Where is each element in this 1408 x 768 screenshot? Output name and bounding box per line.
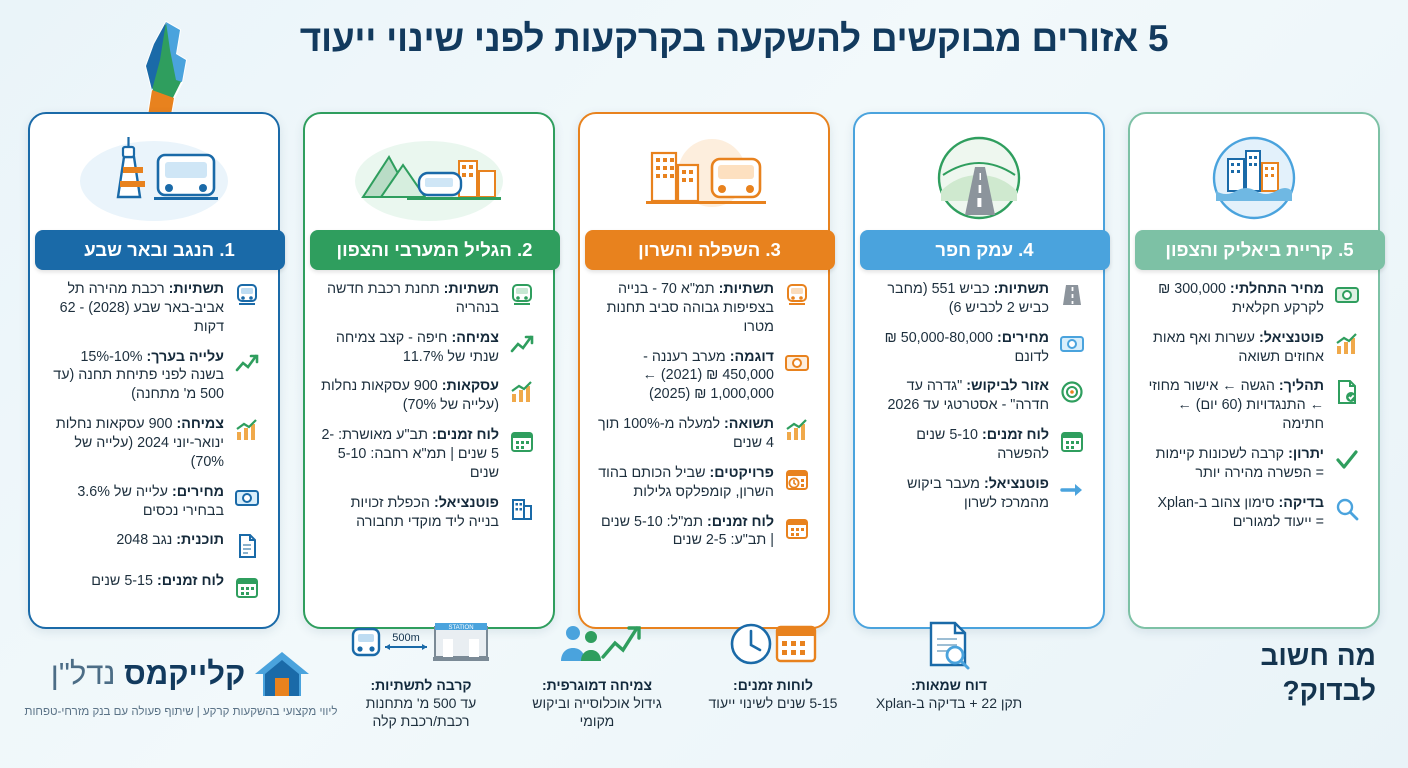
clock-calendar-icon xyxy=(782,464,812,494)
house-logo-icon xyxy=(253,648,311,700)
train-station-distance-icon xyxy=(346,616,496,672)
calendar-icon xyxy=(507,426,537,456)
card-row-text: לוח זמנים: 5-15 שנים xyxy=(91,573,224,590)
card-row-text: אזור לביקוש: "גדרה עד חדרה" - אסטרטגי עד 2026 xyxy=(887,378,1049,414)
card-row-text: תשתיות: תמ"א 70 - בנייה בצפיפות גבוהה סביב תחנות מטרו xyxy=(606,281,774,335)
card-row xyxy=(871,329,1087,367)
footer-item-text: צמיחה דמוגרפית: גידול אוכלוסייה וביקוש מקומי xyxy=(532,677,662,730)
card-row xyxy=(1146,377,1362,434)
card-row-text: מחיר התחלתי: 300,000 ₪ לקרקע חקלאית xyxy=(1158,281,1324,316)
money-icon xyxy=(232,483,262,513)
card-row-text: פוטנציאל: עשרות ואף מאות אחוזים תשואה xyxy=(1153,329,1324,365)
footer xyxy=(0,602,1408,762)
card-row-text: עסקאות: 900 עסקאות נחלות (עלייה של 70%) xyxy=(321,378,499,414)
card-row-text: לוח זמנים: 5-10 שנים להפשרה xyxy=(916,427,1049,463)
card-row-text: תשתיות: תחנת רכבת חדשה בנהריה xyxy=(326,281,499,316)
region-card-4[interactable] xyxy=(853,112,1105,629)
calendar-icon xyxy=(1057,426,1087,456)
card-row-text: פרויקטים: שביל הכותם בהוד השרון, קומפלקס גלילות xyxy=(598,464,774,500)
city-and-train-icon xyxy=(614,132,794,224)
brand-name-bold: קלייקמס xyxy=(124,656,246,691)
card-row-text: מחירים: 50,000-80,000 ₪ לדונם xyxy=(884,329,1049,365)
money-icon xyxy=(782,348,812,378)
region-card-5[interactable] xyxy=(1128,112,1380,629)
brand-name-light: נדל"ן xyxy=(50,656,116,691)
growth-chart-icon xyxy=(232,415,262,445)
footer-item-text: קרבה לתשתיות: עד 500 מ' מתחנות רכבת/רכבת קלה xyxy=(365,677,477,730)
footer-item-appraisal xyxy=(874,616,1024,731)
card-title-3: 3. השפלה והשרון xyxy=(585,230,835,270)
document-icon xyxy=(1332,377,1362,407)
lighthouse-and-train-icon xyxy=(64,132,244,224)
brand-block xyxy=(16,610,346,718)
card-row-text: צמיחה: חיפה - קצב צמיחה שנתי של 11.7% xyxy=(335,329,499,365)
card-row-text: עלייה בערך: 10%-15% בשנה לפני פתיחת תחנה (עד 500 מ' מתחנה) xyxy=(53,348,224,403)
card-row-text: לוח זמנים: תב"ע מאושרת: 2-5 שנים | תמ"א רחבה: 5-10 שנים xyxy=(321,427,499,481)
train-icon xyxy=(782,280,812,310)
growth-arrow-icon xyxy=(232,348,262,378)
card-row xyxy=(1146,280,1362,318)
card-title-4: 4. עמק חפר xyxy=(860,230,1110,270)
card-row xyxy=(871,426,1087,464)
card-row-text: יתרון: קרבה לשכונות קיימות = הפשרה מהירה יותר xyxy=(1155,446,1324,481)
growth-chart-icon xyxy=(782,415,812,445)
card-row xyxy=(321,426,537,483)
check-icon xyxy=(1332,445,1362,475)
card-row xyxy=(321,329,537,367)
footer-title: מה חשוב לבדוק? xyxy=(1260,640,1376,706)
road-icon xyxy=(1057,280,1087,310)
card-row xyxy=(46,280,262,337)
page-title-bar xyxy=(0,18,1408,61)
mountains-train-city-icon xyxy=(339,132,519,224)
card-rows-1 xyxy=(40,280,268,613)
footer-item-text: לוחות זמנים: 5-15 שנים לשינוי ייעוד xyxy=(708,677,838,712)
money-icon xyxy=(1332,280,1362,310)
card-rows-2 xyxy=(315,280,543,542)
card-row-text: צמיחה: 900 עסקאות נחלות ינואר-יוני 2024 (עלייה של 70%) xyxy=(55,416,224,470)
region-card-3[interactable] xyxy=(578,112,830,629)
card-title-1: 1. הנגב ובאר שבע xyxy=(35,230,285,270)
card-row-text: דוגמה: מערב רעננה - 450,000 ₪ (2021) ← 1,000,000 ₪ (2025) xyxy=(642,348,774,403)
card-row xyxy=(1146,445,1362,483)
svg-text:500m: 500m xyxy=(392,632,420,644)
region-card-1[interactable] xyxy=(28,112,280,629)
card-row-text: תוכנית: נגב 2048 xyxy=(116,532,224,549)
card-title-2: 2. הגליל המערבי והצפון xyxy=(310,230,560,270)
card-row xyxy=(46,348,262,405)
card-row xyxy=(871,280,1087,318)
road-fields-icon xyxy=(889,132,1069,224)
money-icon xyxy=(1057,329,1087,359)
building-icon xyxy=(507,494,537,524)
card-row xyxy=(871,377,1087,415)
card-row xyxy=(321,494,537,532)
card-row-text: פוטנציאל: מעבר ביקוש מהמרכז לשרון xyxy=(906,475,1049,511)
growth-arrow-icon xyxy=(507,329,537,359)
growth-chart-icon xyxy=(1332,329,1362,359)
card-row-text: פוטנציאל: הכפלת זכויות בנייה ליד מוקדי תחבורה xyxy=(350,494,499,530)
card-row-text: מחירים: עלייה של 3.6% בבחירי נכסים xyxy=(77,483,224,519)
card-row xyxy=(1146,494,1362,532)
footer-item-timeline xyxy=(698,616,848,731)
train-icon xyxy=(232,280,262,310)
calendar-icon xyxy=(232,572,262,602)
card-row xyxy=(596,464,812,502)
card-row xyxy=(321,280,537,318)
card-row xyxy=(596,280,812,337)
growth-chart-icon xyxy=(507,377,537,407)
clock-calendar-icon xyxy=(698,616,848,672)
card-row-text: לוח זמנים: תמ"ל: 5-10 שנים | תב"ע: 2-5 שנים xyxy=(600,513,774,549)
arrow-right-icon xyxy=(1057,475,1087,505)
coastal-city-icon xyxy=(1164,132,1344,224)
card-row xyxy=(871,475,1087,513)
card-row xyxy=(46,572,262,602)
footer-item-demographics xyxy=(522,616,672,731)
card-row xyxy=(596,513,812,551)
page-title: 5 אזורים מבוקשים להשקעה בקרקעות לפני שינוי ייעוד xyxy=(299,18,1169,59)
footer-checklist xyxy=(346,610,1219,731)
brand-name xyxy=(51,656,245,692)
card-row xyxy=(46,531,262,561)
card-row xyxy=(46,483,262,521)
target-icon xyxy=(1057,377,1087,407)
card-rows-4 xyxy=(865,280,1093,524)
search-icon xyxy=(1332,494,1362,524)
svg-text:STATION: STATION xyxy=(448,625,474,631)
card-row-text: בדיקה: סימון צהוב ב-Xplan = ייעוד למגורים xyxy=(1157,494,1324,530)
train-icon xyxy=(507,280,537,310)
document-icon xyxy=(232,531,262,561)
footer-item-infrastructure xyxy=(346,616,496,731)
card-row-text: תשתיות: כביש 551 (מחבר כביש 2 לכביש 6) xyxy=(887,281,1049,316)
card-rows-3 xyxy=(590,280,818,561)
card-row xyxy=(596,348,812,405)
card-row-text: תהליך: הגשה ← אישור מחוזי ← התנגדויות (60 יום) ← חתימה xyxy=(1148,378,1324,433)
card-row-text: תשתיות: רכבת מהירה תל אביב-באר שבע (2028) - 62 דקות xyxy=(59,281,224,335)
card-title-5: 5. קריית ביאליק והצפון xyxy=(1135,230,1385,270)
card-row xyxy=(596,415,812,453)
calendar-icon xyxy=(782,513,812,543)
footer-item-text: דוח שמאות: תקן 22 + בדיקה ב-Xplan xyxy=(875,677,1023,712)
region-card-2[interactable] xyxy=(303,112,555,629)
demographic-growth-icon xyxy=(522,616,672,672)
card-row xyxy=(321,377,537,415)
card-row xyxy=(1146,329,1362,367)
card-row-text: תשואה: למעלה מ-100% תוך 4 שנים xyxy=(598,416,774,452)
region-cards-container xyxy=(28,112,1380,629)
document-search-icon xyxy=(874,616,1024,672)
brand-tagline: ליווי מקצועי בהשקעות קרקע | שיתוף פעולה עם בנק מזרחי-טפחות xyxy=(24,706,338,718)
card-rows-5 xyxy=(1140,280,1368,542)
card-row xyxy=(46,415,262,472)
